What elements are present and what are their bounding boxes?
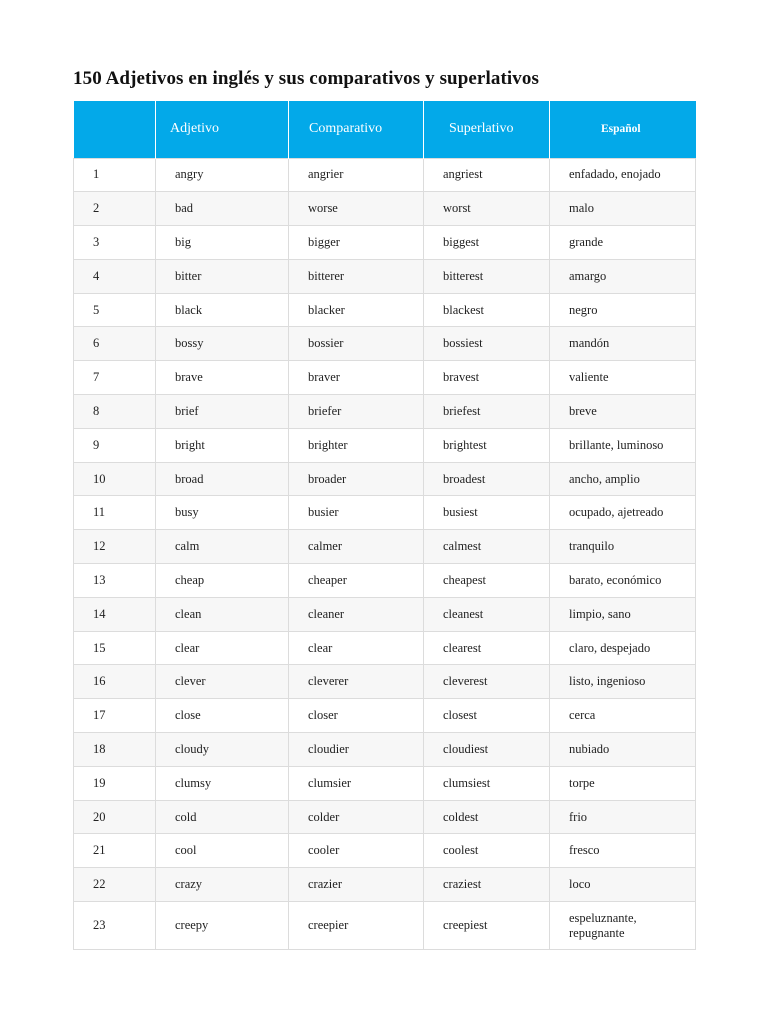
cell-adjetivo: clever (156, 665, 289, 699)
cell-comparativo: bigger (289, 226, 424, 260)
cell-espanol: malo (550, 192, 696, 226)
cell-superlativo: cleanest (424, 597, 550, 631)
cell-superlativo: craziest (424, 868, 550, 902)
cell-adjetivo: bright (156, 428, 289, 462)
table-row (74, 158, 696, 192)
table-row (74, 902, 696, 950)
cell-superlativo: clearest (424, 631, 550, 665)
cell-comparativo: cooler (289, 834, 424, 868)
table-header-row (74, 101, 696, 158)
cell-comparativo: bossier (289, 327, 424, 361)
cell-superlativo: cheapest (424, 564, 550, 598)
table-row (74, 496, 696, 530)
cell-adjetivo: busy (156, 496, 289, 530)
table-row (74, 631, 696, 665)
cell-number: 18 (74, 733, 156, 767)
cell-superlativo: closest (424, 699, 550, 733)
table-row (74, 293, 696, 327)
cell-superlativo: brightest (424, 428, 550, 462)
cell-espanol: cerca (550, 699, 696, 733)
cell-comparativo: busier (289, 496, 424, 530)
cell-comparativo: worse (289, 192, 424, 226)
adjectives-table (73, 101, 696, 950)
header-comparativo: Comparativo (289, 101, 424, 158)
cell-number: 13 (74, 564, 156, 598)
cell-adjetivo: clumsy (156, 766, 289, 800)
cell-superlativo: broadest (424, 462, 550, 496)
cell-superlativo: blackest (424, 293, 550, 327)
cell-number: 6 (74, 327, 156, 361)
cell-number: 14 (74, 597, 156, 631)
cell-comparativo: clumsier (289, 766, 424, 800)
cell-number: 23 (74, 902, 156, 950)
table-row (74, 766, 696, 800)
table-row (74, 834, 696, 868)
header-espanol: Español (601, 123, 641, 136)
cell-number: 1 (74, 158, 156, 192)
cell-adjetivo: bad (156, 192, 289, 226)
cell-superlativo: bossiest (424, 327, 550, 361)
cell-adjetivo: clean (156, 597, 289, 631)
cell-espanol: tranquilo (550, 530, 696, 564)
cell-adjetivo: brave (156, 361, 289, 395)
table-row (74, 361, 696, 395)
cell-superlativo: creepiest (424, 902, 550, 950)
cell-comparativo: briefer (289, 395, 424, 429)
table-row (74, 259, 696, 293)
cell-superlativo: calmest (424, 530, 550, 564)
cell-adjetivo: big (156, 226, 289, 260)
cell-espanol: limpio, sano (550, 597, 696, 631)
header-number (74, 101, 156, 158)
cell-comparativo: cheaper (289, 564, 424, 598)
cell-comparativo: calmer (289, 530, 424, 564)
cell-number: 2 (74, 192, 156, 226)
cell-espanol: loco (550, 868, 696, 902)
cell-espanol: mandón (550, 327, 696, 361)
table-body (74, 158, 696, 950)
cell-superlativo: coldest (424, 800, 550, 834)
table-row (74, 395, 696, 429)
cell-espanol: amargo (550, 259, 696, 293)
page-title: 150 Adjetivos en inglés y sus comparativos y superlativos (73, 68, 539, 89)
table-row (74, 868, 696, 902)
cell-espanol: fresco (550, 834, 696, 868)
cell-espanol: grande (550, 226, 696, 260)
cell-number: 3 (74, 226, 156, 260)
table-row (74, 428, 696, 462)
table-row (74, 530, 696, 564)
cell-superlativo: briefest (424, 395, 550, 429)
table-row (74, 733, 696, 767)
cell-superlativo: cleverest (424, 665, 550, 699)
cell-adjetivo: angry (156, 158, 289, 192)
cell-comparativo: brighter (289, 428, 424, 462)
cell-comparativo: broader (289, 462, 424, 496)
cell-adjetivo: broad (156, 462, 289, 496)
cell-espanol: listo, ingenioso (550, 665, 696, 699)
cell-adjetivo: bossy (156, 327, 289, 361)
cell-superlativo: clumsiest (424, 766, 550, 800)
cell-number: 4 (74, 259, 156, 293)
table-row (74, 192, 696, 226)
cell-comparativo: bitterer (289, 259, 424, 293)
cell-adjetivo: creepy (156, 902, 289, 950)
header-superlativo: Superlativo (424, 101, 550, 158)
cell-number: 20 (74, 800, 156, 834)
cell-number: 17 (74, 699, 156, 733)
cell-adjetivo: black (156, 293, 289, 327)
cell-number: 11 (74, 496, 156, 530)
cell-comparativo: angrier (289, 158, 424, 192)
cell-number: 16 (74, 665, 156, 699)
cell-superlativo: worst (424, 192, 550, 226)
cell-comparativo: clear (289, 631, 424, 665)
cell-espanol: ocupado, ajetreado (550, 496, 696, 530)
cell-comparativo: crazier (289, 868, 424, 902)
table-row (74, 699, 696, 733)
cell-superlativo: busiest (424, 496, 550, 530)
cell-adjetivo: calm (156, 530, 289, 564)
cell-espanol: torpe (550, 766, 696, 800)
cell-adjetivo: bitter (156, 259, 289, 293)
cell-number: 21 (74, 834, 156, 868)
cell-adjetivo: clear (156, 631, 289, 665)
table-row (74, 597, 696, 631)
cell-number: 22 (74, 868, 156, 902)
table-row (74, 226, 696, 260)
cell-adjetivo: cloudy (156, 733, 289, 767)
cell-espanol: breve (550, 395, 696, 429)
cell-superlativo: bitterest (424, 259, 550, 293)
table-row (74, 564, 696, 598)
cell-number: 7 (74, 361, 156, 395)
cell-number: 12 (74, 530, 156, 564)
cell-number: 19 (74, 766, 156, 800)
cell-number: 8 (74, 395, 156, 429)
cell-superlativo: angriest (424, 158, 550, 192)
cell-comparativo: creepier (289, 902, 424, 950)
cell-comparativo: colder (289, 800, 424, 834)
cell-adjetivo: crazy (156, 868, 289, 902)
cell-espanol: ancho, amplio (550, 462, 696, 496)
cell-espanol: enfadado, enojado (550, 158, 696, 192)
cell-adjetivo: brief (156, 395, 289, 429)
cell-espanol: espeluznante, repugnante (550, 902, 696, 950)
cell-adjetivo: cool (156, 834, 289, 868)
table-row (74, 327, 696, 361)
cell-number: 15 (74, 631, 156, 665)
header-adjetivo: Adjetivo (156, 101, 289, 158)
cell-adjetivo: cheap (156, 564, 289, 598)
cell-espanol: frio (550, 800, 696, 834)
cell-superlativo: biggest (424, 226, 550, 260)
cell-number: 9 (74, 428, 156, 462)
cell-comparativo: braver (289, 361, 424, 395)
cell-espanol: brillante, luminoso (550, 428, 696, 462)
cell-superlativo: cloudiest (424, 733, 550, 767)
cell-comparativo: closer (289, 699, 424, 733)
cell-comparativo: blacker (289, 293, 424, 327)
cell-espanol: barato, económico (550, 564, 696, 598)
cell-espanol: negro (550, 293, 696, 327)
cell-comparativo: cloudier (289, 733, 424, 767)
table-row (74, 665, 696, 699)
cell-superlativo: bravest (424, 361, 550, 395)
cell-number: 5 (74, 293, 156, 327)
cell-adjetivo: close (156, 699, 289, 733)
cell-adjetivo: cold (156, 800, 289, 834)
cell-number: 10 (74, 462, 156, 496)
table-row (74, 800, 696, 834)
cell-espanol: nubiado (550, 733, 696, 767)
cell-comparativo: cleaner (289, 597, 424, 631)
cell-comparativo: cleverer (289, 665, 424, 699)
table-row (74, 462, 696, 496)
cell-espanol: claro, despejado (550, 631, 696, 665)
cell-espanol: valiente (550, 361, 696, 395)
cell-superlativo: coolest (424, 834, 550, 868)
